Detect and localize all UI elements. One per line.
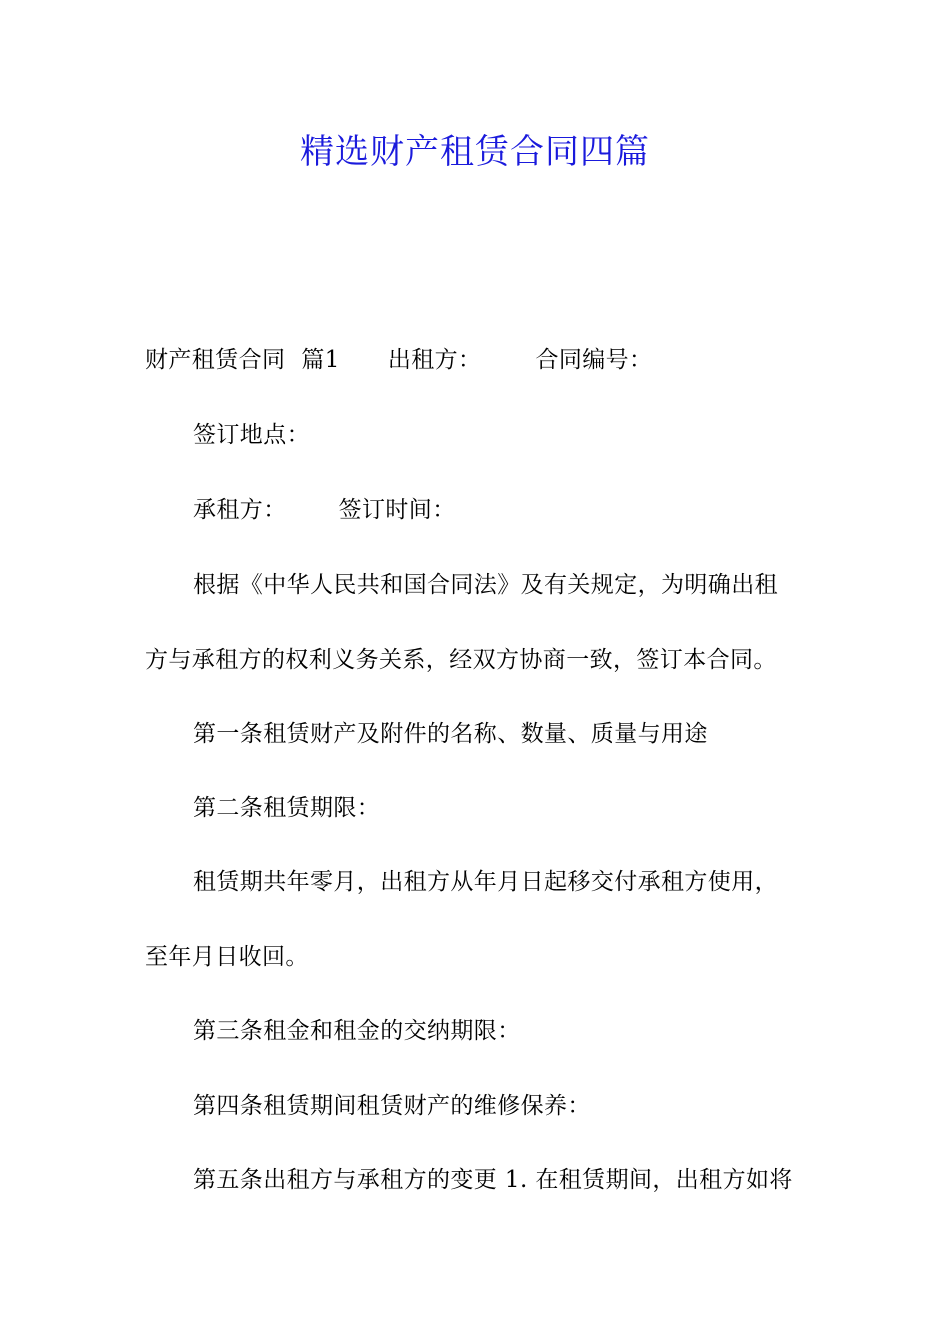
contract-heading: 财产租赁合同 bbox=[145, 347, 286, 373]
article-3-heading: 第三条租金和租金的交纳期限： bbox=[193, 1018, 521, 1044]
paragraph-line: 方与承租方的权利义务关系，经双方协商一致，签订本合同。 bbox=[145, 647, 777, 673]
lessor-label: 出租方： bbox=[387, 347, 482, 373]
paragraph-line: 根据《中华人民共和国合同法》及有关规定，为明确出租 bbox=[193, 572, 778, 598]
lessee-line bbox=[145, 490, 863, 530]
lessee-label: 承租方： bbox=[193, 497, 287, 523]
paragraph-line: 至年月日收回。 bbox=[145, 944, 309, 970]
article-5-heading: 第五条出租方与承租方的变更 1. 在租赁期间，出租方如将 bbox=[193, 1167, 793, 1193]
contract-header-line bbox=[145, 340, 815, 380]
article-1-heading: 第一条租赁财产及附件的名称、数量、质量与用途 bbox=[193, 721, 708, 747]
article-2-heading: 第二条租赁期限： bbox=[193, 795, 381, 821]
contract-number-label: 合同编号： bbox=[535, 347, 653, 373]
sign-time-label: 签订时间： bbox=[338, 497, 456, 523]
section-label: 篇1 bbox=[301, 347, 340, 373]
paragraph-line: 租赁期共年零月，出租方从年月日起移交付承租方使用， bbox=[193, 869, 778, 895]
document-title: 精选财产租赁合同四篇 bbox=[300, 132, 650, 172]
sign-place-label: 签订地点： bbox=[193, 422, 310, 448]
article-4-heading: 第四条租赁期间租赁财产的维修保养： bbox=[193, 1093, 591, 1119]
